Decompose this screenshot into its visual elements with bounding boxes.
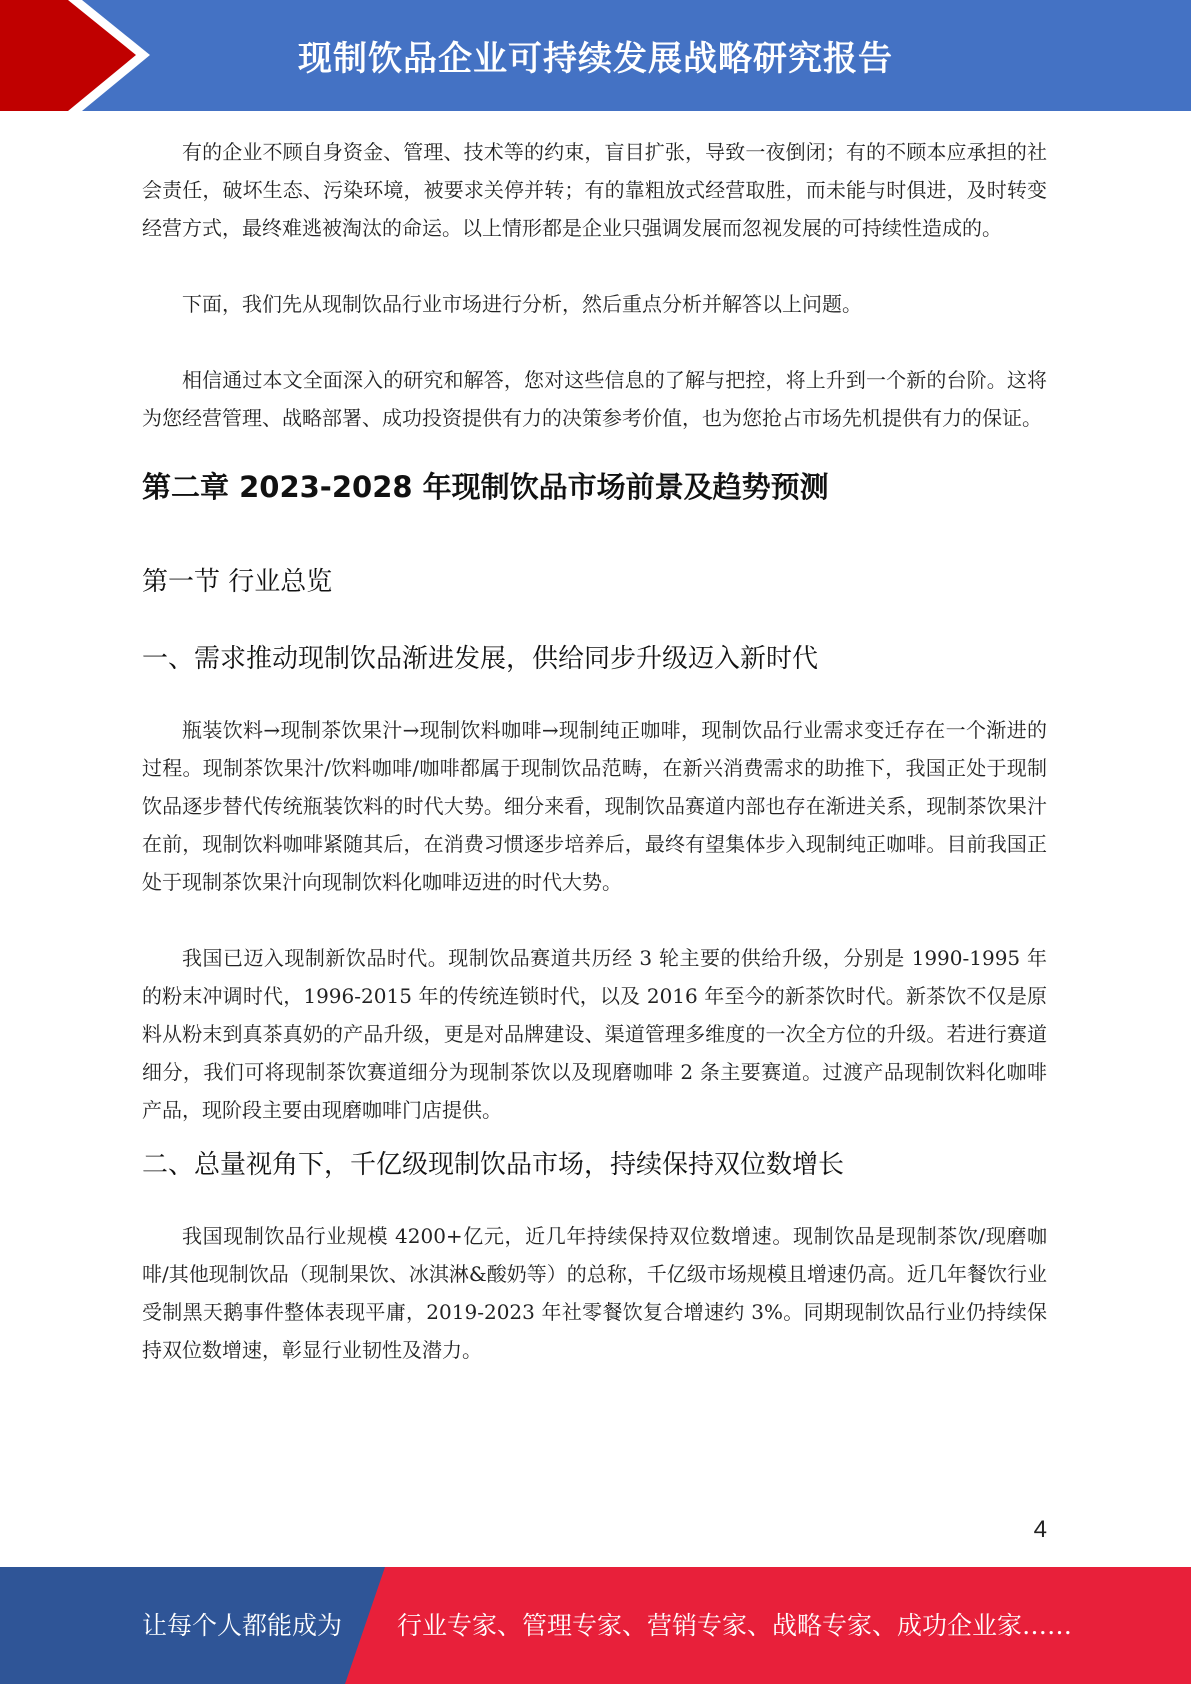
page-header: [0, 0, 1191, 111]
subsection-1-paragraph-2: 我国已迈入现制新饮品时代。现制饮品赛道共历经 3 轮主要的供给升级，分别是 1990-1995 年的粉末冲调时代，1996-2015 年的传统连锁时代，以及 2016 年至今的新茶饮时代。新茶饮不仅是原料从粉末到真茶真奶的产品升级，更是对品牌建设、渠道管理多维度的一次全方位的升级。若进行赛道细分，我们可将现制茶饮赛道细分为现制茶饮以及现磨咖啡 2 条主要赛道。过渡产品现制饮料化咖啡产品，现阶段主要由现磨咖啡门店提供。: [142, 946, 1047, 1122]
footer-slogan-left: 让每个人都能成为: [142, 1611, 343, 1640]
document-body: [142, 133, 1047, 1407]
header-title: 现制饮品企业可持续发展战略研究报告: [298, 39, 893, 79]
page-number: 4: [1033, 1516, 1047, 1543]
subsection-title-1: 一、需求推动现制饮品渐进发展，供给同步升级迈入新时代: [142, 644, 819, 674]
subsection-title-2: 二、总量视角下，千亿级现制饮品市场，持续保持双位数增长: [142, 1150, 845, 1180]
paragraph-intro-1: 有的企业不顾自身资金、管理、技术等的约束，盲目扩张，导致一夜倒闭；有的不顾本应承担的社会责任，破坏生态、污染环境，被要求关停并转；有的靠粗放式经营取胜，而未能与时俱进，及时转变经营方式，最终难逃被淘汰的命运。以上情形都是企业只强调发展而忽视发展的可持续性造成的。: [142, 140, 1047, 240]
section-title: 第一节 行业总览: [142, 567, 333, 597]
paragraph-intro-3: 相信通过本文全面深入的研究和解答，您对这些信息的了解与把控，将上升到一个新的台阶。这将为您经营管理、战略部署、成功投资提供有力的决策参考价值，也为您抢占市场先机提供有力的保证。: [142, 368, 1047, 430]
footer-slogan-right: 行业专家、管理专家、营销专家、战略专家、成功企业家……: [397, 1611, 1073, 1640]
chapter-title: 第二章 2023-2028 年现制饮品市场前景及趋势预测: [142, 470, 829, 504]
paragraph-intro-2: 下面，我们先从现制饮品行业市场进行分析，然后重点分析并解答以上问题。: [182, 292, 862, 316]
subsection-1-paragraph-1: 瓶装饮料→现制茶饮果汁→现制饮料咖啡→现制纯正咖啡，现制饮品行业需求变迁存在一个渐进的过程。现制茶饮果汁/饮料咖啡/咖啡都属于现制饮品范畴，在新兴消费需求的助推下，我国正处于现制饮品逐步替代传统瓶装饮料的时代大势。细分来看，现制饮品赛道内部也存在渐进关系，现制茶饮果汁在前，现制饮料咖啡紧随其后，在消费习惯逐步培养后，最终有望集体步入现制纯正咖啡。目前我国正处于现制茶饮果汁向现制饮料化咖啡迈进的时代大势。: [142, 718, 1047, 894]
page-footer: [0, 1567, 1191, 1684]
subsection-2-paragraph-1: 我国现制饮品行业规模 4200+亿元，近几年持续保持双位数增速。现制饮品是现制茶饮/现磨咖啡/其他现制饮品（现制果饮、冰淇淋&酸奶等）的总称，千亿级市场规模且增速仍高。近几年餐饮行业受制黑天鹅事件整体表现平庸，2019-2023 年社零餐饮复合增速约 3%。同期现制饮品行业仍持续保持双位数增速，彰显行业韧性及潜力。: [142, 1224, 1047, 1362]
